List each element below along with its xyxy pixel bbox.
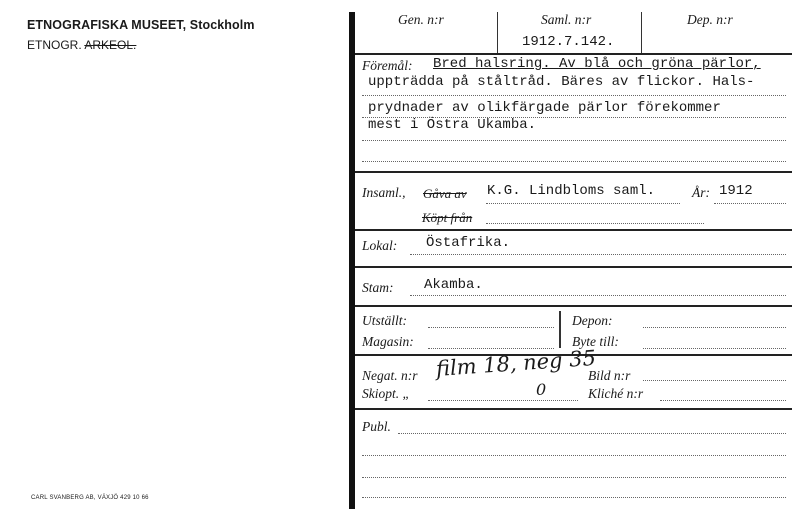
foremal-line-1: Bred halsring. Av blå och gröna pärlor,	[433, 56, 761, 72]
dotted-line	[486, 223, 704, 224]
status-divider	[559, 311, 561, 348]
dotted-line	[428, 400, 578, 401]
dotted-line	[428, 348, 554, 349]
card-left-border	[349, 12, 355, 509]
rule-after-foremal	[355, 171, 792, 173]
dotted-line	[362, 497, 786, 498]
dotted-line	[660, 400, 786, 401]
dotted-line	[362, 455, 786, 456]
insaml-value: K.G. Lindbloms saml.	[487, 183, 656, 199]
bild-label: Bild n:r	[588, 368, 631, 383]
printer-imprint: CARL SVANBERG AB, VÄXJÖ 429 10 66	[31, 495, 149, 501]
year-value: 1912	[719, 183, 753, 199]
kliche-label: Kliché n:r	[588, 386, 644, 401]
dotted-line	[362, 477, 786, 478]
dotted-line	[410, 295, 786, 296]
dotted-line	[362, 117, 786, 118]
saml-label: Saml. n:r	[541, 12, 592, 27]
utstallt-label: Utställt:	[362, 313, 408, 328]
divider-gen-saml	[497, 12, 498, 53]
dotted-line	[643, 348, 786, 349]
foremal-line-4: mest i Östra Ukamba.	[368, 117, 537, 133]
stam-label: Stam:	[362, 280, 394, 295]
dep-label: Dep. n:r	[687, 12, 733, 27]
byte-till-label: Byte till:	[572, 334, 619, 349]
handwritten-negative-number: film 18, neg 35	[435, 345, 597, 381]
department-line	[27, 38, 136, 52]
lokal-value: Östafrika.	[426, 235, 511, 251]
struck-department: ARKEOL.	[84, 38, 137, 52]
dotted-line	[362, 140, 786, 141]
dotted-line	[362, 161, 786, 162]
dotted-line	[362, 95, 786, 96]
handwritten-skiopt: 0	[536, 380, 547, 399]
struck-gava-av: Gåva av	[423, 186, 467, 201]
rule-after-negat	[355, 408, 792, 410]
dotted-line	[643, 327, 786, 328]
foremal-line-2: uppträdda på ståltråd. Bäres av flickor. Hals-	[368, 74, 755, 90]
rule-after-top-row	[355, 53, 792, 55]
saml-number: 1912.7.142.	[522, 34, 615, 50]
dotted-line	[410, 254, 786, 255]
negat-label: Negat. n:r	[362, 368, 418, 383]
year-label: År:	[692, 185, 710, 200]
dotted-line	[398, 433, 786, 434]
insaml-label: Insaml.,	[362, 185, 406, 200]
depon-label: Depon:	[572, 313, 613, 328]
rule-after-stam	[355, 305, 792, 307]
publ-label: Publ.	[362, 419, 391, 434]
rule-after-insaml	[355, 229, 792, 231]
department-label: ETNOGR.	[27, 38, 82, 52]
skiopt-label: Skiopt. „	[362, 386, 411, 401]
divider-saml-dep	[641, 12, 642, 53]
dotted-line	[486, 203, 680, 204]
dotted-line	[428, 327, 554, 328]
lokal-label: Lokal:	[362, 238, 398, 253]
stam-value: Akamba.	[424, 277, 483, 293]
magasin-label: Magasin:	[362, 334, 414, 349]
dotted-line	[714, 203, 786, 204]
rule-after-lokal	[355, 266, 792, 268]
museum-name: ETNOGRAFISKA MUSEET, Stockholm	[27, 18, 255, 32]
foremal-label: Föremål:	[362, 58, 413, 73]
dotted-line	[643, 380, 786, 381]
foremal-line-3: prydnader av olikfärgade pärlor förekommer	[368, 100, 721, 116]
struck-kopt-fran: Köpt från	[422, 210, 473, 225]
gen-label: Gen. n:r	[398, 12, 444, 27]
